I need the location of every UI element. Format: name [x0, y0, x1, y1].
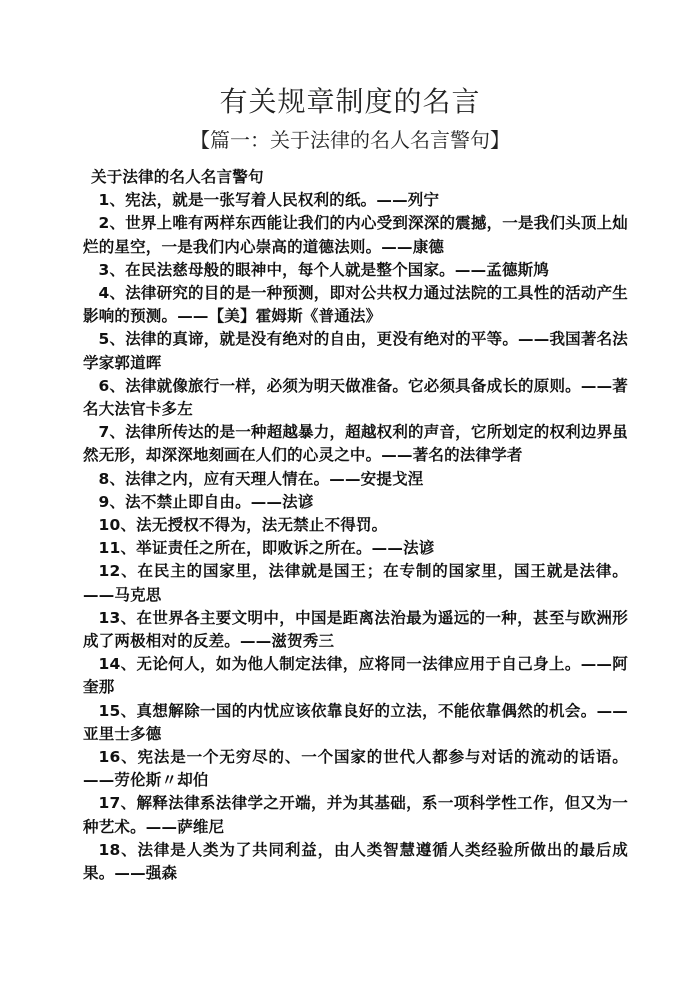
section-heading: 关于法律的名人名言警句	[91, 168, 264, 186]
quote-item: 5、法律的真谛，就是没有绝对的自由，更没有绝对的平等。——我国著名法学家郭道晖	[83, 330, 628, 372]
quote-item: 13、在世界各主要文明中，中国是距离法治最为遥远的一种，甚至与欧洲形成了两极相对的反差。——滋贺秀三	[83, 608, 628, 651]
quote-item: 2、世界上唯有两样东西能让我们的内心受到深深的震撼，一是我们头顶上灿烂的星空，一是我们内心崇高的道德法则。——康德	[83, 214, 628, 256]
quote-item: 7、法律所传达的是一种超越暴力，超越权利的声音，它所划定的权利边界虽然无形，却深深地刻画在人们的心灵之中。——著名的法律学者	[83, 423, 628, 465]
quote-item: 18、法律是人类为了共同利益，由人类智慧遵循人类经验所做出的最后成果。——强森	[83, 840, 628, 883]
document-title: 有关规章制度的名言	[219, 85, 481, 118]
quote-item: 3、在民法慈母般的眼神中，每个人就是整个国家。——孟德斯鸠	[98, 260, 550, 279]
quote-item: 15、真想解除一国的内忧应该依靠良好的立法，不能依靠偶然的机会。——亚里士多德	[83, 701, 628, 743]
document-body	[83, 166, 628, 885]
quote-item: 16、宪法是一个无穷尽的、一个国家的世代人都参与对话的流动的话语。——劳伦斯〃却伯	[83, 748, 628, 790]
quote-item: 1、宪法，就是一张写着人民权利的纸。——列宁	[98, 191, 440, 210]
quote-item: 4、法律研究的目的是一种预测，即对公共权力通过法院的工具性的活动产生影响的预测。——【美】霍姆斯《普通法》	[83, 284, 628, 326]
quote-item: 9、法不禁止即自由。——法谚	[98, 492, 314, 511]
document-subtitle: 【篇一：关于法律的名人名言警句】	[190, 128, 510, 152]
quote-item: 14、无论何人，如为他人制定法律，应将同一法律应用于自己身上。——阿奎那	[83, 655, 628, 697]
quote-item: 12、在民主的国家里，法律就是国王；在专制的国家里，国王就是法律。——马克思	[83, 562, 628, 604]
quote-item: 6、法律就像旅行一样，必须为明天做准备。它必须具备成长的原则。——著名大法官卡多左	[83, 376, 628, 419]
quote-item: 11、举证责任之所在，即败诉之所在。——法谚	[98, 539, 435, 558]
quote-item: 17、解释法律系法律学之开端，并为其基础，系一项科学性工作，但又为一种艺术。——萨维尼	[83, 794, 628, 836]
quote-item: 8、法律之内，应有天理人情在。——安提戈涅	[98, 469, 424, 488]
quote-item: 10、法无授权不得为，法无禁止不得罚。	[98, 516, 388, 535]
